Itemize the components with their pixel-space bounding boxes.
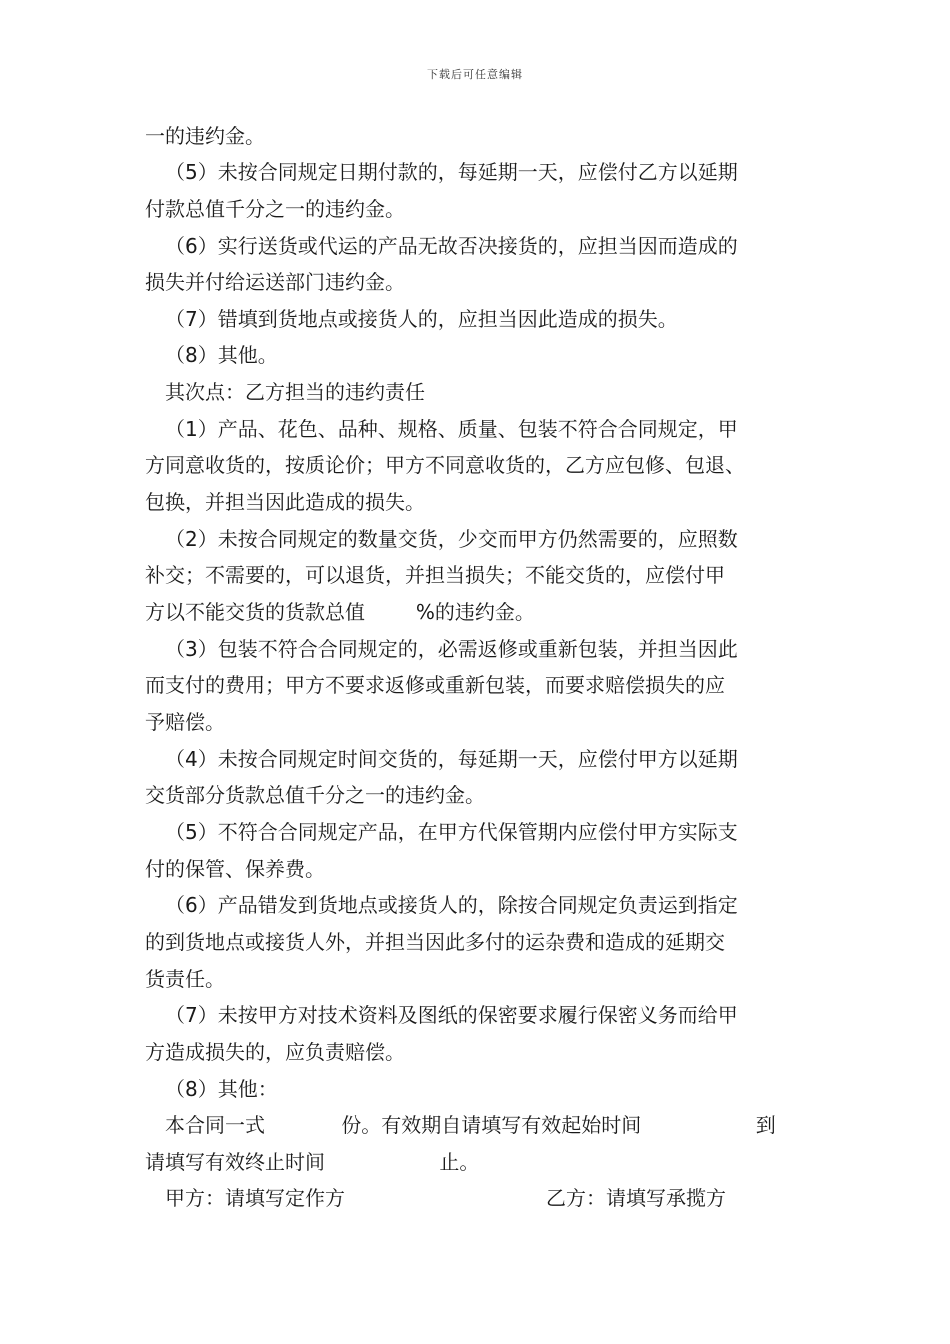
text-line: 而支付的费用；甲方不要求返修或重新包装，而要求赔偿损失的应 bbox=[145, 673, 725, 697]
text-line: （7）未按甲方对技术资料及图纸的保密要求履行保密义务而给甲 bbox=[165, 1003, 738, 1027]
text-line: 方造成损失的，应负责赔偿。 bbox=[145, 1040, 405, 1064]
text-line: （6）产品错发到货地点或接货人的，除按合同规定负责运到指定 bbox=[165, 893, 738, 917]
text-line: 付的保管、保养费。 bbox=[145, 857, 325, 881]
text-line: （2）未按合同规定的数量交货，少交而甲方仍然需要的，应照数 bbox=[165, 527, 738, 551]
text-line: 货责任。 bbox=[145, 967, 225, 991]
text-line: （8）其他。 bbox=[165, 343, 278, 367]
text-line: （7）错填到货地点或接货人的，应担当因此造成的损失。 bbox=[165, 307, 678, 331]
text-line: 方以不能交货的货款总值 %的违约金。 bbox=[145, 600, 535, 624]
text-line: 付款总值千分之一的违约金。 bbox=[145, 197, 405, 221]
text-line: 包换，并担当因此造成的损失。 bbox=[145, 490, 425, 514]
text-line: （1）产品、花色、品种、规格、质量、包装不符合合同规定，甲 bbox=[165, 417, 738, 441]
text-line: 方同意收货的，按质论价；甲方不同意收货的，乙方应包修、包退、 bbox=[145, 453, 745, 477]
party-b-signature: 乙方：请填写承揽方 bbox=[546, 1186, 726, 1210]
contract-end-line: 请填写有效终止时间 止。 bbox=[145, 1150, 480, 1174]
text-line: （5）未按合同规定日期付款的，每延期一天，应偿付乙方以延期 bbox=[165, 160, 738, 184]
text-line: （3）包装不符合合同规定的，必需返修或重新包装，并担当因此 bbox=[165, 637, 738, 661]
text-line: 损失并付给运送部门违约金。 bbox=[145, 270, 405, 294]
text-line: （4）未按合同规定时间交货的，每延期一天，应偿付甲方以延期 bbox=[165, 747, 738, 771]
text-line: （5）不符合合同规定产品，在甲方代保管期内应偿付甲方实际支 bbox=[165, 820, 738, 844]
text-line: 补交；不需要的，可以退货，并担当损失；不能交货的，应偿付甲 bbox=[145, 563, 725, 587]
text-line: （6）实行送货或代运的产品无故否决接货的，应担当因而造成的 bbox=[165, 234, 738, 258]
text-line: 一的违约金。 bbox=[145, 124, 265, 148]
section-heading: 其次点：乙方担当的违约责任 bbox=[165, 380, 425, 404]
text-line: 的到货地点或接货人外，并担当因此多付的运杂费和造成的延期交 bbox=[145, 930, 725, 954]
text-line: （8）其他： bbox=[165, 1077, 278, 1101]
party-a-signature: 甲方：请填写定作方 bbox=[165, 1186, 345, 1210]
text-line: 予赔偿。 bbox=[145, 710, 225, 734]
text-line: 交货部分货款总值千分之一的违约金。 bbox=[145, 783, 485, 807]
contract-copies-line: 本合同一式 份。有效期自请填写有效起始时间 到 bbox=[165, 1113, 776, 1137]
page-header-note: 下载后可任意编辑 bbox=[427, 68, 523, 81]
